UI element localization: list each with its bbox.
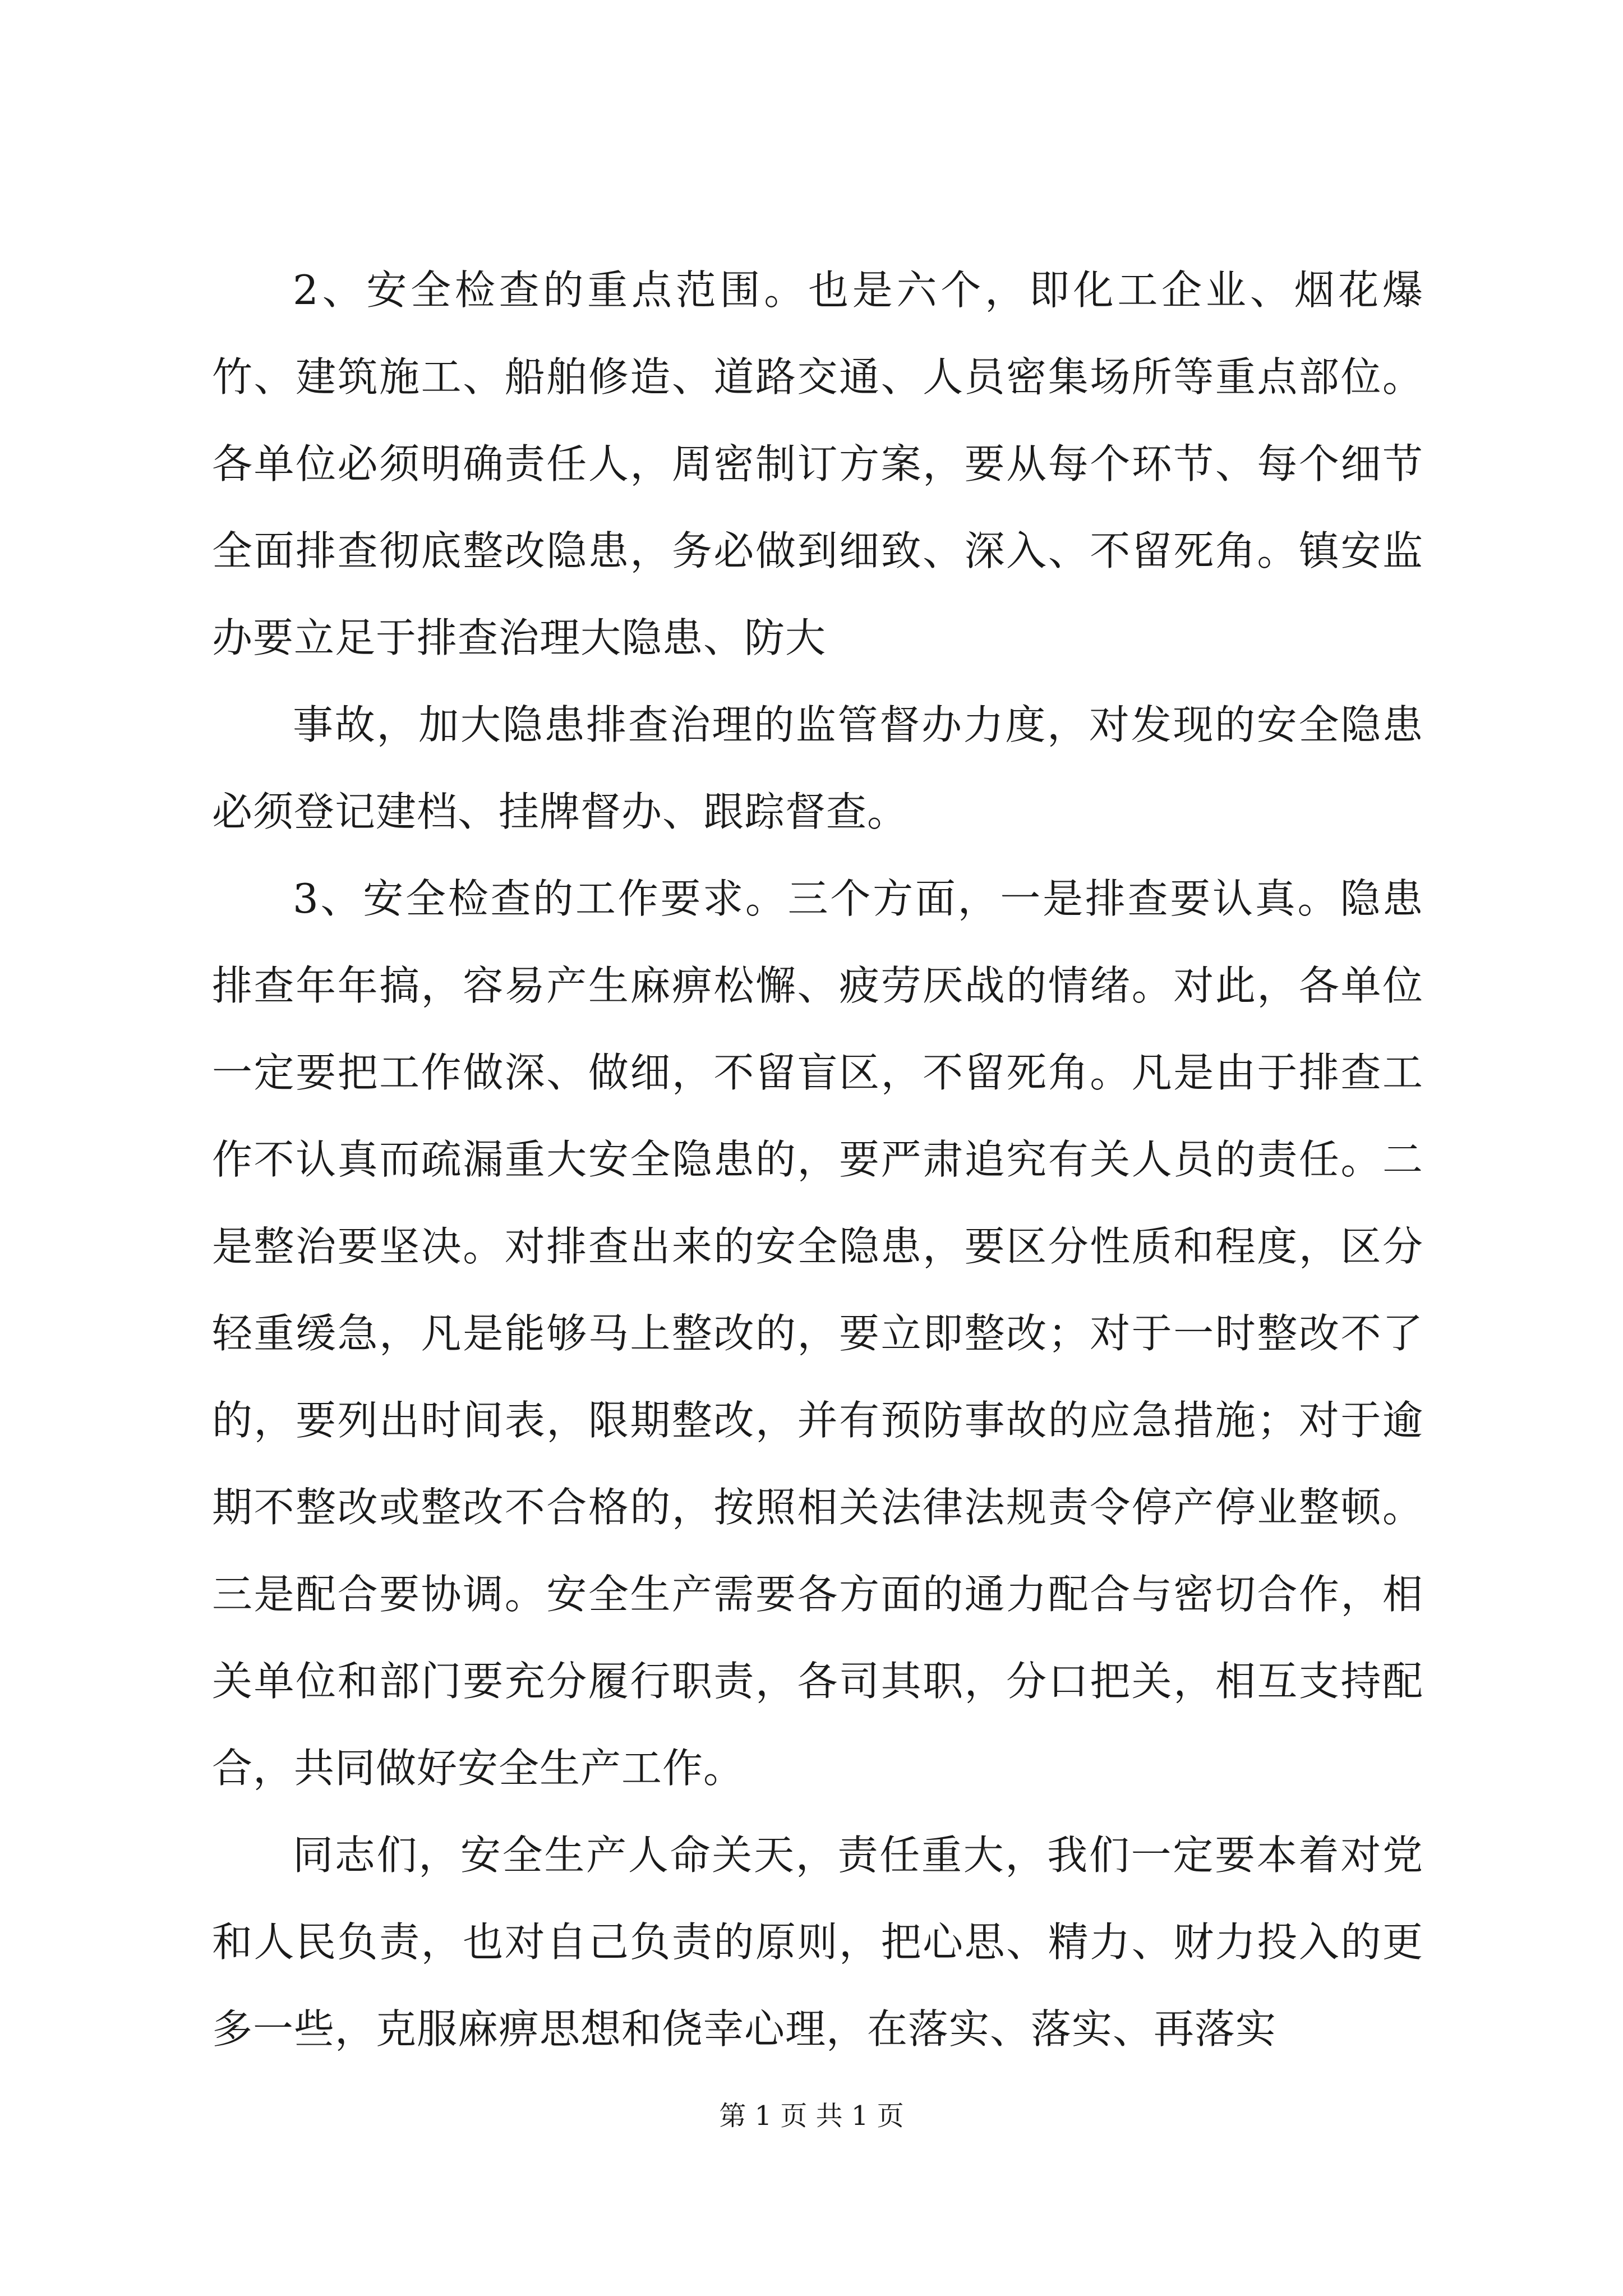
paragraph-closing-remarks: 同志们，安全生产人命关天，责任重大，我们一定要本着对党和人民负责，也对自己负责的原则，把心思、精力、财力投入的更多一些，克服麻痹思想和侥幸心理，在落实、落实、再落实	[212, 1832, 1423, 2053]
paragraph-work-requirements: 3、安全检查的工作要求。三个方面，一是排查要认真。隐患排查年年搞，容易产生麻痹松懈、疲劳厌战的情绪。对此，各单位一定要把工作做深、做细，不留盲区，不留死角。凡是由于排查工作不认真而疏漏重大安全隐患的，要严肃追究有关人员的责任。二是整治要坚决。对排查出来的安全隐患，要区分性质和程度，区分轻重缓急，凡是能够马上整改的，要立即整改；对于一时整改不了的，要列出时间表，限期整改，并有预防事故的应急措施；对于逾期不整改或整改不合格的，按照相关法律法规责令停产停业整顿。三是配合要协调。安全生产需要各方面的通力配合与密切合作，相关单位和部门要充分履行职责，各司其职，分口把关，相互支持配合，共同做好安全生产工作。	[212, 875, 1423, 1792]
paragraph-safety-scope: 2、安全检查的重点范围。也是六个，即化工企业、烟花爆竹、建筑施工、船舶修造、道路交通、人员密集场所等重点部位。各单位必须明确责任人，周密制订方案，要从每个环节、每个细节全面排查彻底整改隐患，务必做到细致、深入、不留死角。镇安监办要立足于排查治理大隐患、防大	[212, 266, 1423, 661]
paragraph-accident-supervision: 事故，加大隐患排查治理的监管督办力度，对发现的安全隐患必须登记建档、挂牌督办、跟踪督查。	[212, 701, 1423, 835]
document-body	[212, 247, 1423, 2073]
page-number-footer: 第 1 页 共 1 页	[719, 2100, 904, 2132]
